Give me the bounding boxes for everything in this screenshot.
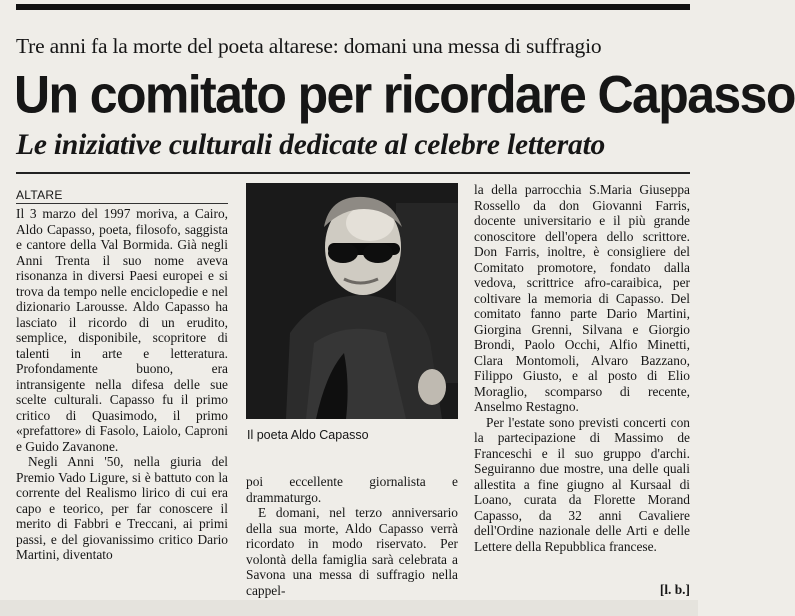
- col1-paragraph-1: Il 3 marzo del 1997 moriva, a Cairo, Aldo Capasso, poeta, filosofo, saggista e cantore della Val Bormida. Già negli Anni Trenta il suo nome aveva risonanza in diversi Paesi europei e si trova da tempo nelle enciclopedie e nel dizionario Larousse. Aldo Capasso ha lasciato il ricordo di un erudito, semplice, disponibile, scopritore di talenti in arte e letteratura. Profondamente buono, era intransigente nella difesa delle sue scelte culturali. Capasso fu il primo critico di Quasimodo, il primo «prefattore» di Fasolo, Laiolo, Caproni e Guido Zavanone.: [16, 206, 228, 454]
- separator-rule: [16, 172, 690, 174]
- column-3: [474, 182, 690, 554]
- column-2: [246, 474, 458, 598]
- top-rule: [16, 4, 690, 10]
- page-bottom-edge: [0, 600, 698, 616]
- subhead: Le iniziative culturali dedicate al celebre letterato: [16, 129, 606, 161]
- col2-paragraph-2: E domani, nel terzo anniversario della sua morte, Aldo Capasso verrà ricordato in modo riservato. Per volontà della famiglia sarà celebrata a Savona una messa di suffragio nella cappel-: [246, 505, 458, 598]
- photo-caption: Il poeta Aldo Capasso: [247, 428, 369, 442]
- col3-paragraph-2: Per l'estate sono previsti concerti con la partecipazione di Massimo de Franceschi e il suo gruppo d'archi. Seguiranno due mostre, una delle quali allestita a fine giugno al Kursaal di Loano, curata da Florette Morand Capasso, da 32 anni Cavaliere dell'Ordine nazionale delle Arti e delle Lettere della Repubblica francese.: [474, 414, 690, 554]
- dateline: ALTARE: [16, 188, 228, 204]
- headline: Un comitato per ricordare Capasso: [14, 65, 795, 124]
- col2-paragraph-1: poi eccellente giornalista e drammaturgo.: [246, 474, 458, 505]
- portrait-illustration: [246, 183, 458, 419]
- portrait-photo: [246, 183, 458, 419]
- col1-paragraph-2: Negli Anni '50, nella giuria del Premio Vado Ligure, si è battuto con la corrente del Realismo lirico di cui era capo e teorico, per far conoscere il merito di Fabbri e Treccani, ai primi passi, e del giovanissimo critico Dario Martini, diventato: [16, 454, 228, 562]
- kicker: Tre anni fa la morte del poeta altarese: domani una messa di suffragio: [16, 34, 602, 58]
- column-1: [16, 206, 228, 563]
- author-signature: [l. b.]: [659, 582, 690, 597]
- col3-paragraph-1: la della parrocchia S.Maria Giuseppa Rossello da don Giovanni Farris, docente universitario e il più grande conoscitore dell'opera dello scrittore. Don Farris, inoltre, è consigliere del Comitato promotore, fondato dalla vedova, scrittrice afro-caraibica, per coltivare la memoria di Capasso. Del comitato fanno parte Dario Martini, Giorgina Grenni, Silvana e Giorgio Brondi, Paolo Occhi, Alfio Minetti, Clara Montomoli, Alvaro Bazzano, Filippo Giusto, e al posto di Elio Moraglio, scomparso di recente, Anselmo Restagno.: [474, 182, 690, 414]
